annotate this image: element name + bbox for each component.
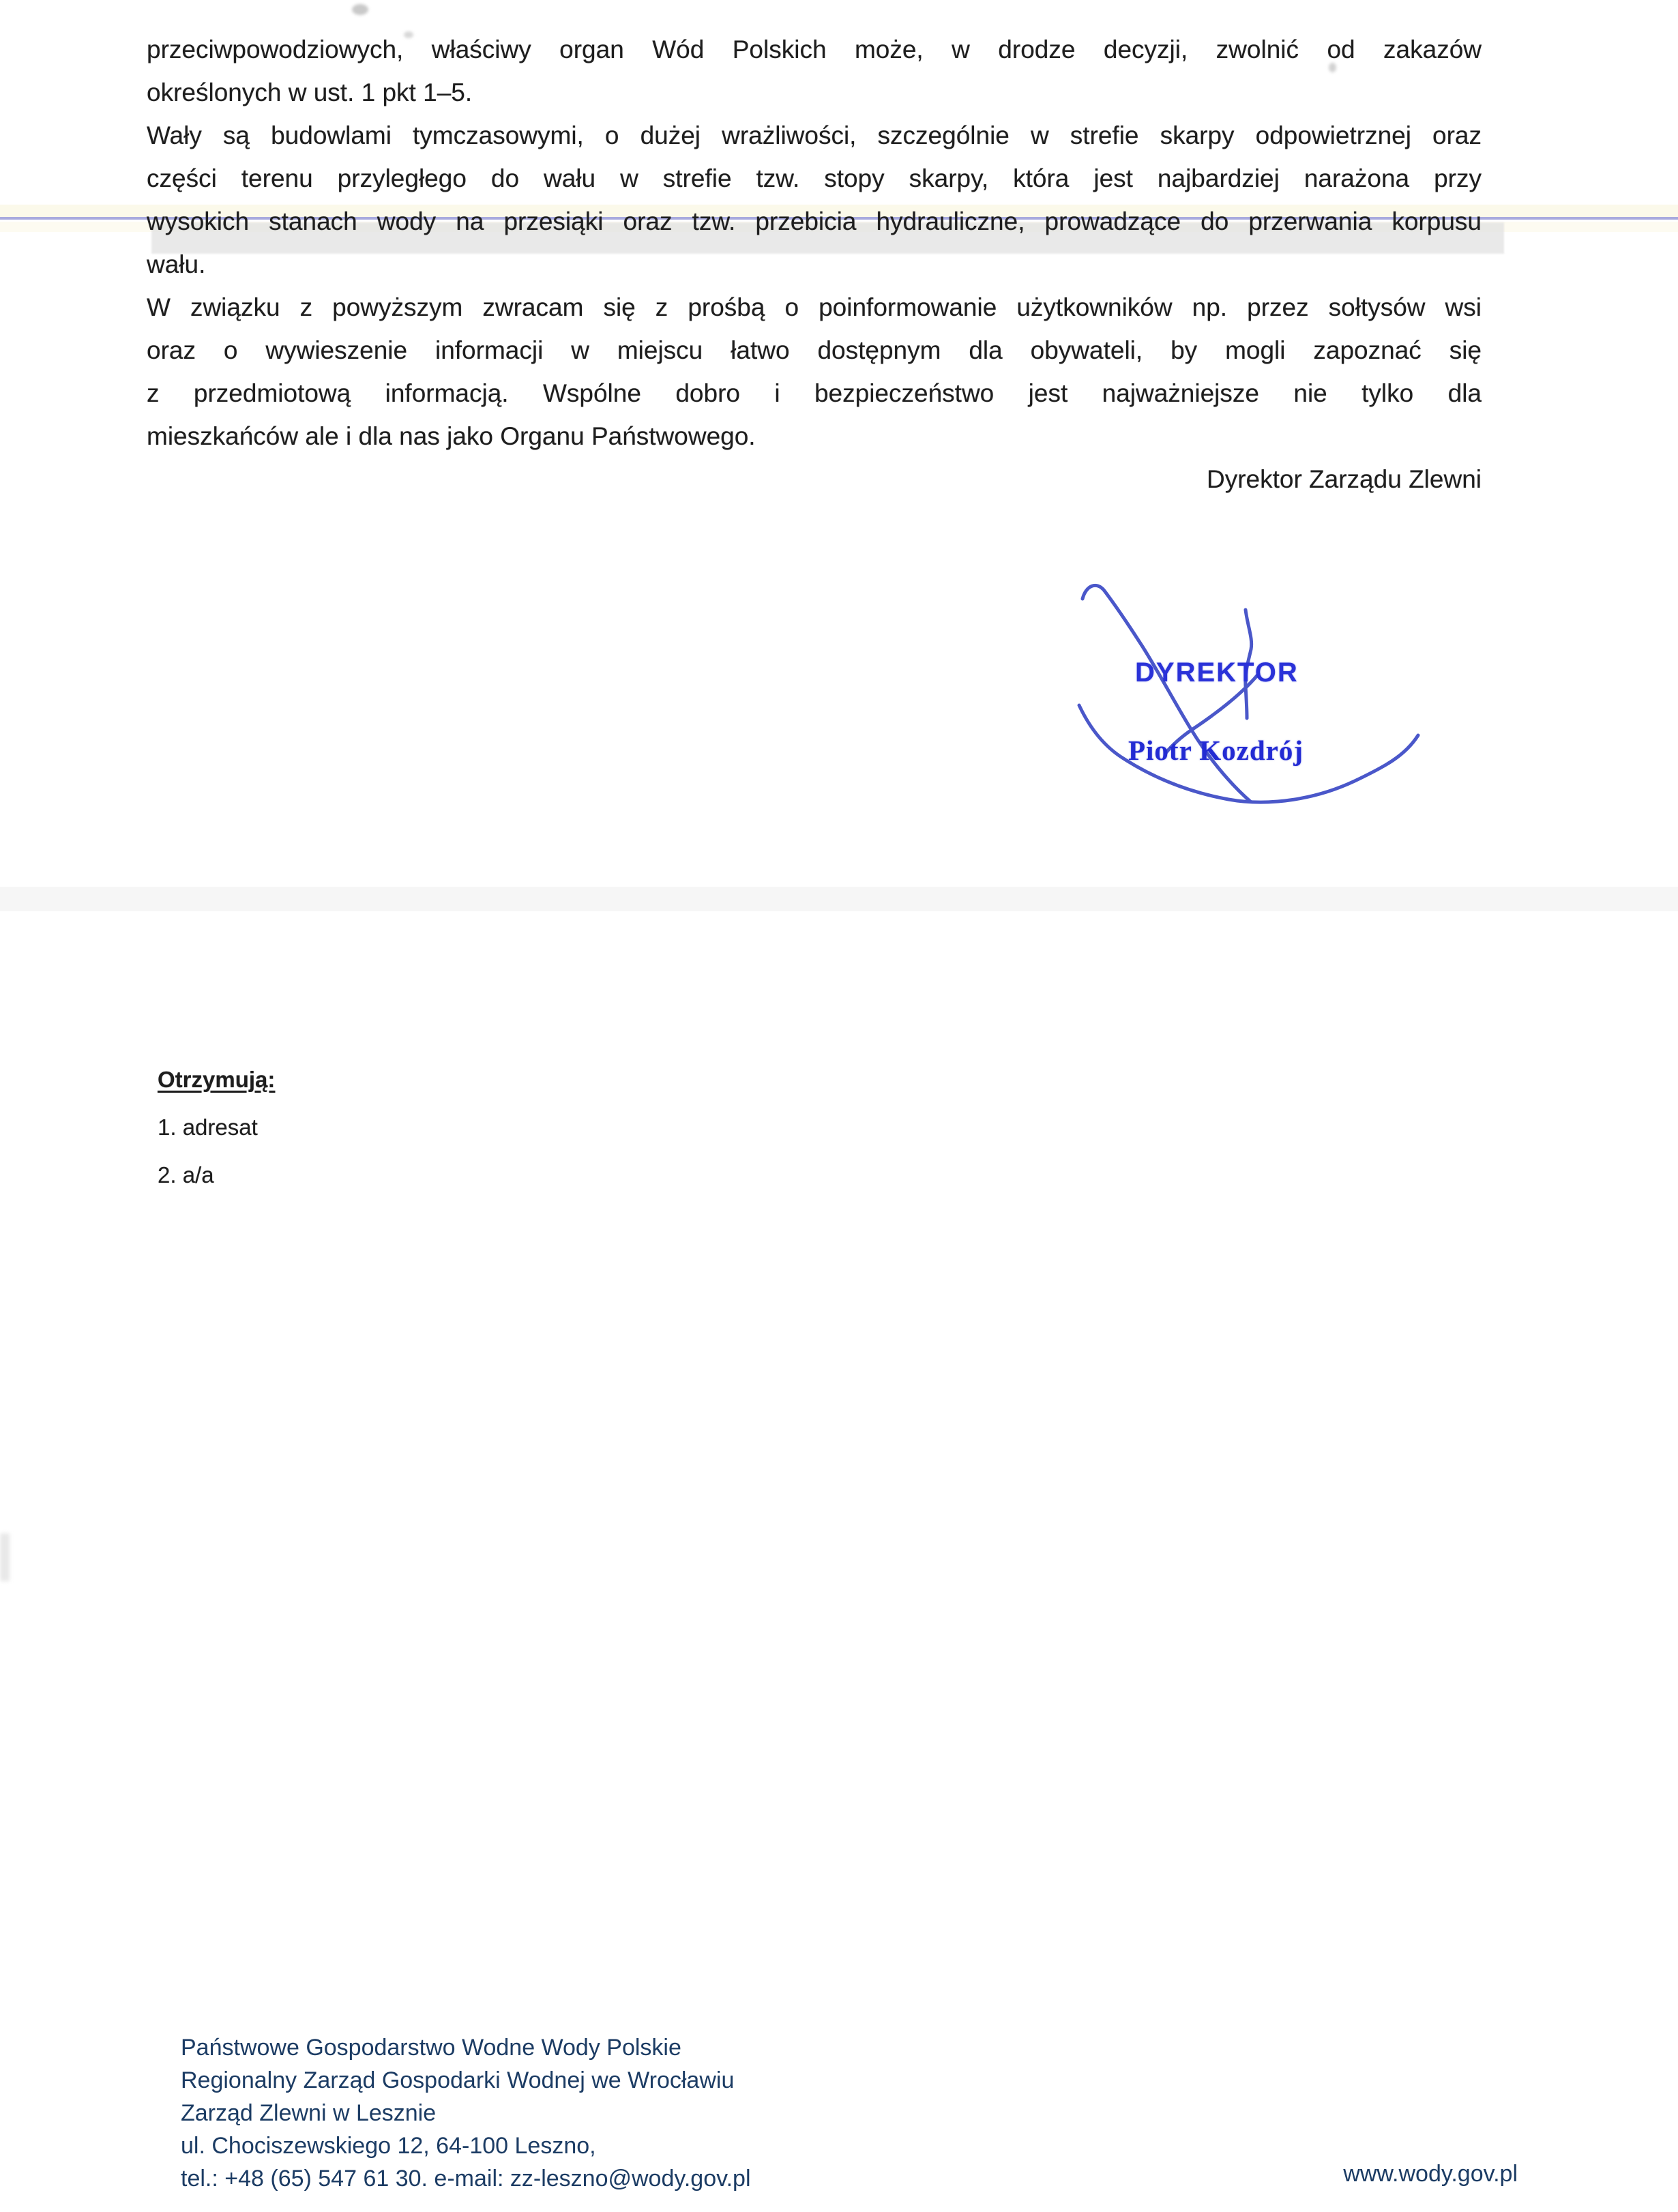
body-line: części terenu przyległego do wału w strefie tzw. stopy skarpy, która jest najbardziej narażona przy — [147, 164, 1482, 192]
scan-artifact — [352, 4, 368, 15]
distribution-item: 2. a/a — [158, 1162, 214, 1188]
body-line: mieszkańców ale i dla nas jako Organu Państwowego. — [147, 422, 756, 450]
body-line: określonych w ust. 1 pkt 1–5. — [147, 78, 473, 106]
distribution-heading: Otrzymują: — [158, 1067, 276, 1092]
footer-contact: tel.: +48 (65) 547 61 30. e-mail: zz-leszno@wody.gov.pl — [181, 2166, 751, 2192]
letter-body — [147, 28, 1482, 501]
footer-address: ul. Chociszewskiego 12, 64-100 Leszno, — [181, 2133, 596, 2159]
footer-org-block — [181, 2031, 751, 2195]
scan-artifact — [0, 1533, 10, 1581]
body-line: przeciwpowodziowych, właściwy organ Wód Polskich może, w drodze decyzji, zwolnić od zakazów — [147, 35, 1482, 63]
stamp-director-title: DYREKTOR — [1135, 658, 1299, 688]
stamp-director-name: Piotr Kozdrój — [1128, 735, 1304, 766]
body-line: Wały są budowlami tymczasowymi, o dużej wrażliwości, szczególnie w strefie skarpy odpowietrznej oraz — [147, 121, 1482, 149]
scan-artifact — [0, 887, 1678, 911]
distribution-item: 1. adresat — [158, 1115, 258, 1140]
body-line: oraz o wywieszenie informacji w miejscu łatwo dostępnym dla obywateli, by mogli zapoznać się — [147, 336, 1482, 364]
body-line: z przedmiotową informacją. Wspólne dobro i bezpieczeństwo jest najważniejsze nie tylko dla — [147, 379, 1482, 407]
distribution-list — [158, 1056, 275, 1199]
signature-ink — [1050, 573, 1460, 859]
body-line: W związku z powyższym zwracam się z prośbą o poinformowanie użytkowników np. przez sołtysów wsi — [147, 293, 1482, 321]
signoff-title: Dyrektor Zarządu Zlewni — [1206, 465, 1482, 493]
body-line: wysokich stanach wody na przesiąki oraz tzw. przebicia hydrauliczne, prowadzące do przerwania korpusu — [147, 207, 1482, 235]
footer-org-line: Regionalny Zarząd Gospodarki Wodnej we Wrocławiu — [181, 2067, 735, 2093]
footer-org-line: Zarząd Zlewni w Lesznie — [181, 2100, 437, 2126]
signature-stroke-arch — [1083, 585, 1250, 801]
footer-website: www.wody.gov.pl — [1343, 2161, 1518, 2187]
footer-org-line: Państwowe Gospodarstwo Wodne Wody Polskie — [181, 2035, 681, 2061]
body-line: wału. — [147, 250, 206, 278]
